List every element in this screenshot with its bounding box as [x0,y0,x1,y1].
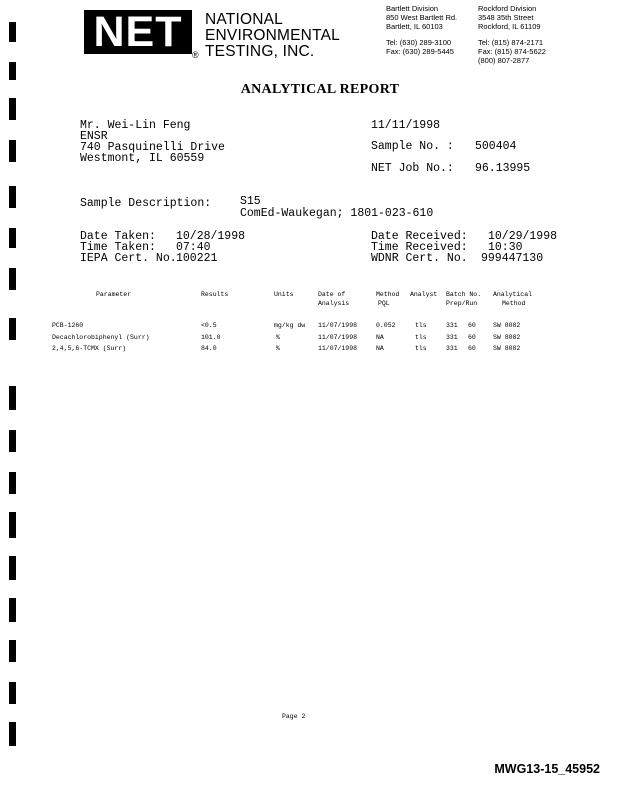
punch-mark [9,682,16,704]
company-name [205,12,340,60]
division-tel: Tel: (815) 874-2171 [478,37,544,47]
division-name: Bartlett Division [386,4,439,13]
cell-units: % [276,345,280,352]
punch-mark [9,228,16,248]
cell-run: 60 [468,345,476,352]
punch-mark [9,62,16,80]
job-no-label: NET Job No.: [371,162,454,175]
time-taken: 07:40 [176,241,211,254]
date-received: 10/29/1998 [488,230,558,243]
header-pql: PQL [378,300,390,307]
table-row [0,334,618,344]
date-taken-label: Date Taken: [80,230,156,243]
sample-description-id: S15 [240,195,261,208]
header-date-of: Date of [318,291,346,298]
cell-prep: 331 [446,345,458,352]
bartlett-division-address [386,4,457,56]
punch-mark [9,556,16,580]
division-fax: Fax: (630) 289-5445 [386,46,454,56]
client-street: 740 Pasquinelli Drive [80,141,225,154]
punch-mark [9,98,16,120]
wdnr-cert-no: 999447130 [481,252,544,265]
job-no: 96.13995 [475,162,531,175]
cell-parameter: Decachlorobiphenyl (Surr) [52,334,150,341]
punch-mark [9,386,16,410]
punch-mark [9,268,16,290]
cell-pql: NA [376,345,384,352]
punch-mark [9,430,16,452]
punch-mark [9,472,16,494]
table-row [0,345,618,355]
iepa-cert-label: IEPA Cert. No. [80,252,177,265]
cell-units: % [276,334,280,341]
punch-mark [9,140,16,162]
sample-description-label: Sample Description: [80,197,212,210]
division-address-line: Rockford, IL 61109 [478,22,541,32]
cell-result: 84.0 [201,345,217,352]
client-company: ENSR [80,130,108,143]
client-address [80,120,225,164]
cell-prep: 331 [446,334,458,341]
cell-method: SW 8082 [493,322,521,329]
company-name-line: NATIONAL [205,11,283,28]
sample-no-label: Sample No. : [371,140,454,153]
header-batch-no: Batch No. [446,291,482,298]
company-name-line: ENVIRONMENTAL [205,27,340,44]
punch-mark [9,512,16,538]
document-code: MWG13-15_45952 [494,762,600,776]
cell-date: 11/07/1998 [318,345,358,352]
header-analytical-method: Method [502,300,526,307]
header-analytical: Analytical [493,291,533,298]
date-taken: 10/28/1998 [176,230,246,243]
cell-analyst: tls [415,345,427,352]
table-row [0,322,618,332]
header-results: Results [201,291,229,298]
cell-result: 101.0 [201,334,221,341]
header-prep-run: Prep/Run [446,300,478,307]
cell-units: mg/kg dw [274,322,306,329]
company-logo: NET [84,10,192,54]
division-name: Rockford Division [478,4,537,13]
cell-result: <0.5 [201,322,217,329]
rockford-division-address [478,4,546,65]
punch-mark [9,640,16,662]
registered-mark: ® [192,50,199,60]
sample-no: 500404 [475,140,517,153]
cell-method: SW 8082 [493,345,521,352]
time-taken-label: Time Taken: [80,241,156,254]
client-name: Mr. Wei-Lin Feng [80,119,191,132]
division-tel: Tel: (630) 289-3100 [386,37,452,47]
header-parameter: Parameter [96,291,132,298]
date-received-label: Date Received: [371,230,468,243]
time-received-label: Time Received: [371,241,468,254]
cell-analyst: tls [415,322,427,329]
wdnr-cert-label: WDNR Cert. No. [371,252,468,265]
punch-mark [9,186,16,208]
cell-analyst: tls [415,334,427,341]
client-city: Westmont, IL 60559 [80,152,205,165]
cell-parameter: PCB-1260 [52,322,84,329]
punch-mark [9,722,16,746]
cell-date: 11/07/1998 [318,322,358,329]
time-received: 10:30 [488,241,523,254]
company-name-line: TESTING, INC. [205,43,315,60]
cell-date: 11/07/1998 [318,334,358,341]
cell-pql: 0.052 [376,322,396,329]
cell-pql: NA [376,334,384,341]
header-method: Method [376,291,400,298]
sample-description-site: ComEd-Waukegan; 1801-023-610 [240,207,434,220]
header-analysis: Analysis [318,300,350,307]
header-units: Units [274,291,294,298]
division-address-line: 850 West Bartlett Rd. [386,13,458,23]
page-number: Page 2 [282,713,306,720]
cell-parameter: 2,4,5,6-TCMX (Surr) [52,345,127,352]
report-date: 11/11/1998 [371,119,441,132]
division-address-line: Bartlett, IL 60103 [386,22,443,32]
cell-run: 60 [468,334,476,341]
report-title: ANALYTICAL REPORT [240,82,400,97]
cell-prep: 331 [446,322,458,329]
division-phone: (800) 807-2877 [478,56,530,66]
header-analyst: Analyst [410,291,438,298]
division-address-line: 3548 35th Street [478,13,534,23]
punch-mark [9,22,16,42]
punch-mark [9,598,16,622]
cell-run: 60 [468,322,476,329]
cell-method: SW 8082 [493,334,521,341]
iepa-cert-no: 100221 [176,252,218,265]
division-fax: Fax: (815) 874-5622 [478,46,546,56]
